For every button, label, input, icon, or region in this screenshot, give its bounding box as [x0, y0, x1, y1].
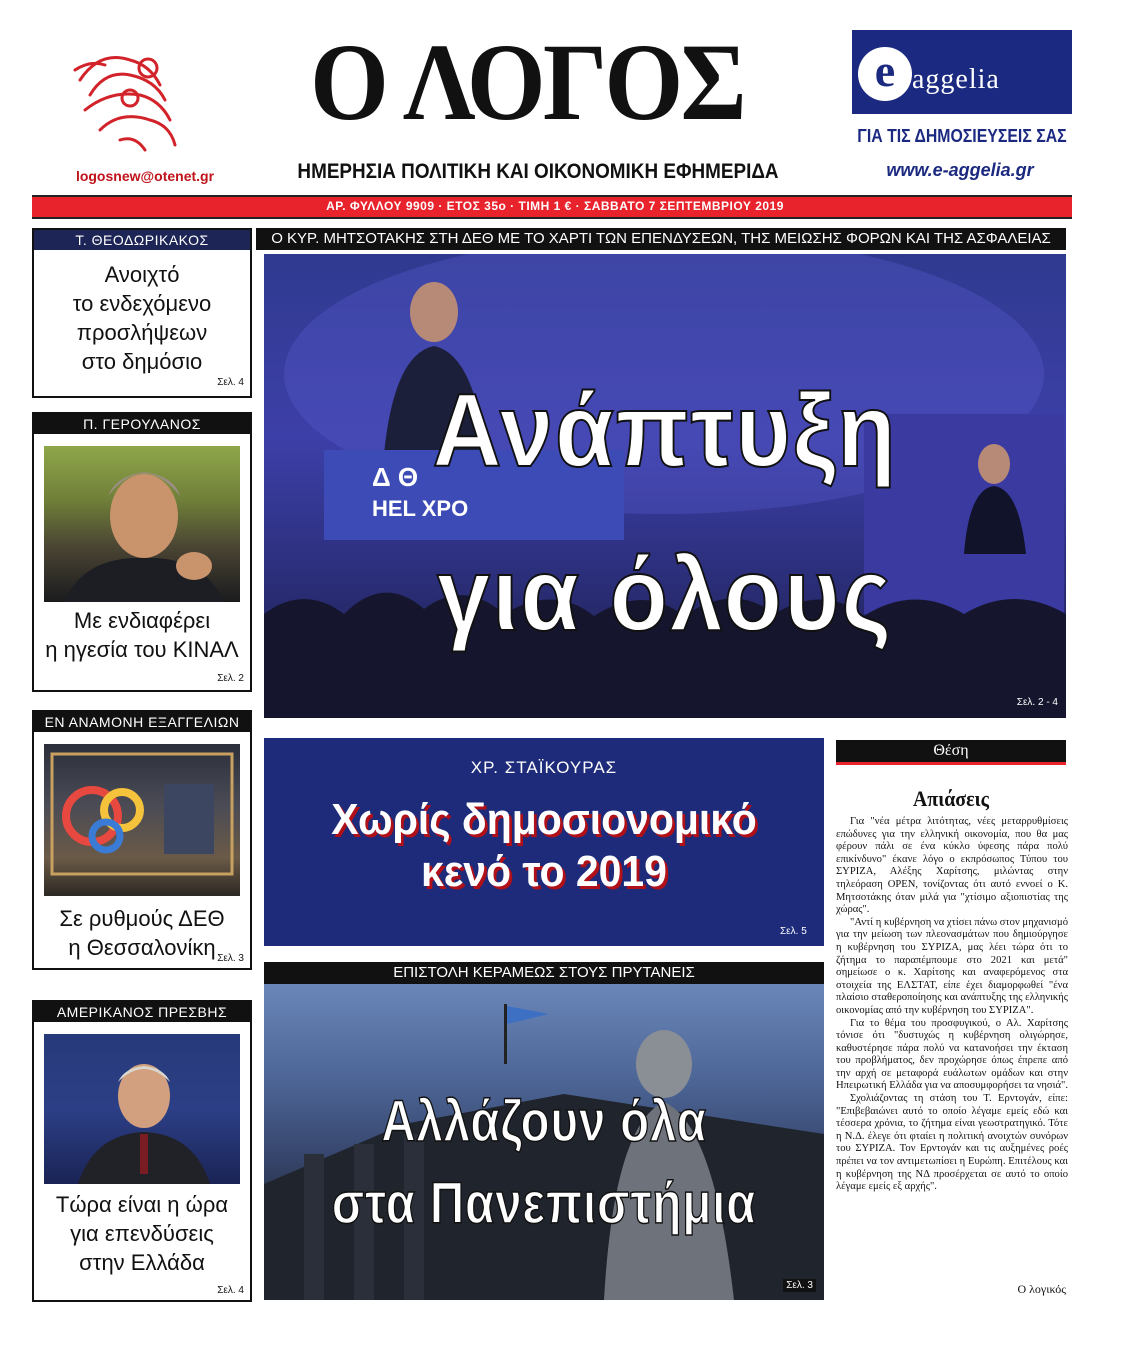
- opinion-paragraph: Σχολιάζοντας τη στάση του Τ. Ερντογάν, είπε: "Επιβεβαιώνει αυτό το οποίο λέγαμε εμείς εδώ και τέσσερα χρόνια, το ζήτημα είναι γεωστρατηγικό. Τότε η Ν.Δ. έλεγε ότι φταίει η πολιτική ανοιχτών συνόρων του ΣΥΡΙΖΑ. Τον Ερντογάν και τις αυξημένες ροές πρέπει να τον αντιμετωπίσει η Ευρώπη. Επιτέλους και η κυβέρνηση της ΝΔ προσέρχεται σε αυτό το οποίο λέγαμε εμείς εξ αρχής".: [836, 1093, 1068, 1193]
- headline-line: για επενδύσεις: [70, 1221, 214, 1246]
- thessaloniki-photo: [44, 744, 240, 896]
- main-headline-line1: Ανάπτυξη: [432, 373, 898, 489]
- page-reference: Σελ. 4: [217, 1285, 244, 1296]
- sidebar-story-theodorikakos: [32, 228, 252, 398]
- eaggelia-logo-icon: e: [858, 47, 912, 101]
- ambassador-photo: [44, 1034, 240, 1184]
- staikouras-kicker: ΧΡ. ΣΤΑΪΚΟΥΡΑΣ: [470, 758, 618, 777]
- opinion-divider: [836, 762, 1066, 765]
- sidebar-headline: [34, 1190, 250, 1277]
- opinion-title: Απιάσεις: [912, 786, 990, 811]
- headline-line: η Θεσσαλονίκη: [68, 935, 216, 960]
- sidebar-kicker: Π. ΓΕΡΟΥΛΑΝΟΣ: [34, 414, 250, 434]
- podium-text-line1: Δ Θ: [372, 462, 419, 492]
- podium-text-line2: HEL XPO: [372, 496, 469, 521]
- newspaper-title: Ο ΛΟΓΟΣ: [310, 21, 744, 143]
- headline-line: Σε ρυθμούς ΔΕΘ: [59, 906, 225, 931]
- headline-line: προσλήψεων: [76, 320, 208, 345]
- main-story-kicker: Ο ΚΥΡ. ΜΗΤΣΟΤΑΚΗΣ ΣΤΗ ΔΕΘ ΜΕ ΤΟ ΧΑΡΤΙ ΤΩΝ ΕΠΕΝΔΥΣΕΩΝ, ΤΗΣ ΜΕΙΩΣΗΣ ΦΟΡΩΝ ΚΑΙ ΤΗΣ ΑΣΦΑΛΕΙΑΣ: [256, 228, 1066, 250]
- headline-line: το ενδεχόμενο: [72, 291, 212, 316]
- headline-line: Με ενδιαφέρει: [73, 608, 211, 633]
- issue-info: ΑΡ. ΦΥΛΛΟΥ 9909 · ΕΤΟΣ 35ο · ΤΙΜΗ 1 € · ΣΑΒΒΑΤΟ 7 ΣΕΠΤΕΜΒΡΙΟΥ 2019: [326, 199, 784, 213]
- newspaper-subtitle: ΗΜΕΡΗΣΙΑ ΠΟΛΙΤΙΚΗ ΚΑΙ ΟΙΚΟΝΟΜΙΚΗ ΕΦΗΜΕΡΙΔΑ: [297, 160, 779, 183]
- opinion-signature: Ο λογικός: [1017, 1282, 1066, 1296]
- main-story-photo: [264, 254, 1066, 718]
- kerameos-headline-line1: Αλλάζουν όλα: [381, 1089, 707, 1154]
- contact-email: logosnew@otenet.gr: [75, 168, 215, 184]
- eaggelia-tagline: ΓΙΑ ΤΙΣ ΔΗΜΟΣΙΕΥΣΕΙΣ ΣΑΣ: [857, 126, 1067, 146]
- headline-line: Τώρα είναι η ώρα: [55, 1192, 229, 1217]
- headline-line: Ανοιχτό: [104, 262, 180, 287]
- page-reference: Σελ. 5: [780, 926, 807, 937]
- opinion-body: [836, 816, 1068, 1194]
- sidebar-headline: [34, 260, 250, 376]
- newspaper-logo-emblem: [60, 40, 200, 160]
- headline-line: στο δημόσιο: [81, 349, 203, 374]
- staikouras-headline: [284, 794, 805, 898]
- opinion-paragraph: Για "νέα μέτρα λιτότητας, νέες μεταρρυθμίσεις επώδυνες για την ελληνική οικονομία, που θα μας φέρουν πάλι σε ένα κύκλο ύφεσης πάρα πολύ επικίνδυνο" έκανε λόγο ο εκπρόσωπος Τύπου του ΣΥΡΙΖΑ, Αλέξης Χαρίτσης, μιλώντας στην τηλεόραση OPEN, τονίζοντας ότι αυτό εννοεί ο Κ. Μητσοτάκης όταν μιλά για "χτίσιμο αξιοπιστίας της χώρας".: [836, 816, 1068, 916]
- main-headline-line2: για όλους: [436, 537, 894, 653]
- eaggelia-url: www.e-aggelia.gr: [886, 160, 1034, 180]
- opinion-paragraph: Για το θέμα του προσφυγικού, ο Αλ. Χαρίτσης τόνισε ότι "δυστυχώς η κυβέρνηση ολιγώρησε, καθυστέρησε πάρα πολύ να κατανοήσει την έκταση του προβλήματος, δεν προχώρησε όπως έπρεπε από την αρχή σε μεταφορά ευάλωτων ομάδων και στην Ηπειρωτική Ελλάδα για να αποσυμφορήσει τα νησιά".: [836, 1017, 1068, 1092]
- opinion-section-label: Θέση: [836, 740, 1066, 762]
- sidebar-story-thessaloniki: [32, 710, 252, 970]
- headline-line: η ηγεσία του ΚΙΝΑΛ: [45, 637, 239, 662]
- sidebar-kicker: ΕΝ ΑΝΑΜΟΝΗ ΕΞΑΓΓΕΛΙΩΝ: [34, 712, 250, 732]
- page-reference: Σελ. 3: [783, 1279, 816, 1292]
- page-reference: Σελ. 4: [217, 377, 244, 388]
- page-reference: Σελ. 2: [217, 673, 244, 684]
- opinion-paragraph: "Αντί η κυβέρνηση να χτίσει πάνω στον μηχανισμό για την μείωση των πλεονασμάτων που δημιούργησε η κυβέρνηση του ΣΥΡΙΖΑ, μας λέει τώρα ότι το ζήτημα το παραπέμπουμε στο 2021 και μετά" σημείωσε ο κ. Χαρίτσης και αναφερόμενος στα στοιχεία της ΕΛΣΤΑΤ, είπε έχει διαμορφωθεί "ένα πλαίσιο σταθεροποίησης και ανάπτυξης της ελληνικής οικονομίας από την κυβέρνηση του ΣΥΡΙΖΑ".: [836, 916, 1068, 1016]
- kerameos-headline-line2: στα Πανεπιστήμια: [331, 1171, 757, 1236]
- sidebar-kicker: ΑΜΕΡΙΚΑΝΟΣ ΠΡΕΣΒΗΣ: [34, 1002, 250, 1022]
- page-reference: Σελ. 2 - 4: [1016, 697, 1058, 708]
- sidebar-kicker: Τ. ΘΕΟΔΩΡΙΚΑΚΟΣ: [34, 230, 250, 250]
- headline-line: κενό το 2019: [421, 847, 667, 896]
- sidebar-story-geroulanos: [32, 412, 252, 692]
- geroulanos-photo: [44, 446, 240, 602]
- kerameos-kicker: ΕΠΙΣΤΟΛΗ ΚΕΡΑΜΕΩΣ ΣΤΟΥΣ ΠΡΥΤΑΝΕΙΣ: [264, 962, 824, 984]
- page-reference: Σελ. 3: [217, 953, 244, 964]
- headline-line: Χωρίς δημοσιονομικό: [331, 795, 757, 844]
- sidebar-story-us-ambassador: [32, 1000, 252, 1302]
- sidebar-headline: [34, 606, 250, 664]
- headline-line: στην Ελλάδα: [79, 1250, 205, 1275]
- eaggelia-logo-word: aggelia: [912, 64, 1000, 95]
- university-statue-photo: [264, 984, 824, 1300]
